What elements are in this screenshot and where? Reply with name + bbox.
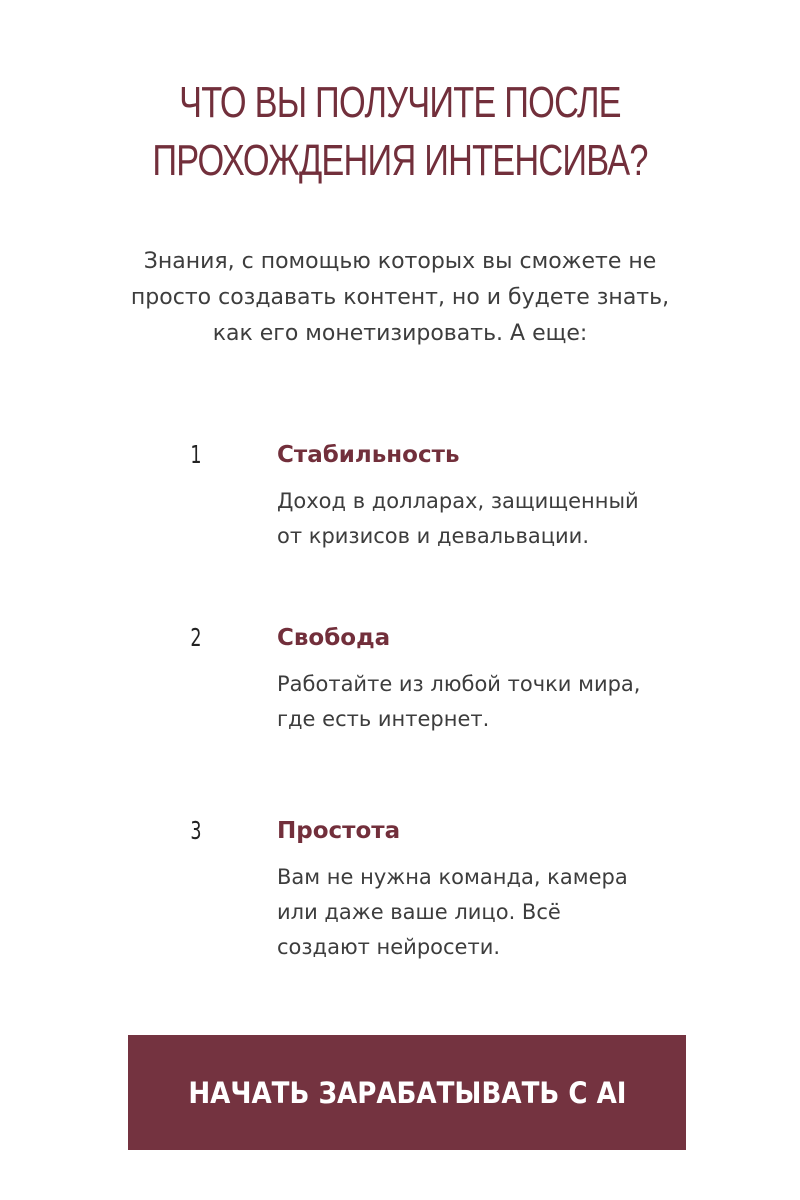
- feature-description-line: где есть интернет.: [277, 707, 490, 731]
- feature-number: 1: [190, 440, 202, 469]
- feature-description-line: Работайте из любой точки мира,: [277, 672, 641, 696]
- intro-text: [100, 244, 700, 352]
- feature-description: [277, 484, 639, 554]
- feature-description: [277, 860, 628, 965]
- feature-description-line: от кризисов и девальвации.: [277, 524, 589, 548]
- feature-description: [277, 667, 640, 737]
- intro-line-2: просто создавать контент, но и будете знать,: [130, 285, 670, 310]
- page-title-line-2: ПРОХОЖДЕНИЯ ИНТЕНСИВА?: [152, 136, 648, 185]
- feature-description-line: Вам не нужна команда, камера: [277, 865, 628, 889]
- feature-description-line: создают нейросети.: [277, 935, 501, 959]
- feature-description-line: или даже ваше лицо. Всё: [277, 900, 561, 924]
- feature-number: 3: [190, 816, 202, 845]
- feature-description-line: Доход в долларах, защищенный: [277, 489, 639, 513]
- intro-line-3: как его монетизировать. А еще:: [212, 321, 588, 346]
- feature-title: Свобода: [277, 625, 391, 651]
- start-earning-button[interactable]: [128, 1035, 686, 1150]
- page-title-line-1: ЧТО ВЫ ПОЛУЧИТЕ ПОСЛЕ: [179, 78, 621, 127]
- feature-number: 2: [190, 623, 202, 652]
- feature-title: Стабильность: [277, 442, 460, 468]
- start-earning-button-label: НАЧАТЬ ЗАРАБАТЫВАТЬ С AI: [187, 1075, 627, 1110]
- intro-line-1: Знания, с помощью которых вы сможете не: [143, 249, 657, 274]
- feature-title: Простота: [277, 818, 401, 844]
- page-title: [88, 74, 712, 190]
